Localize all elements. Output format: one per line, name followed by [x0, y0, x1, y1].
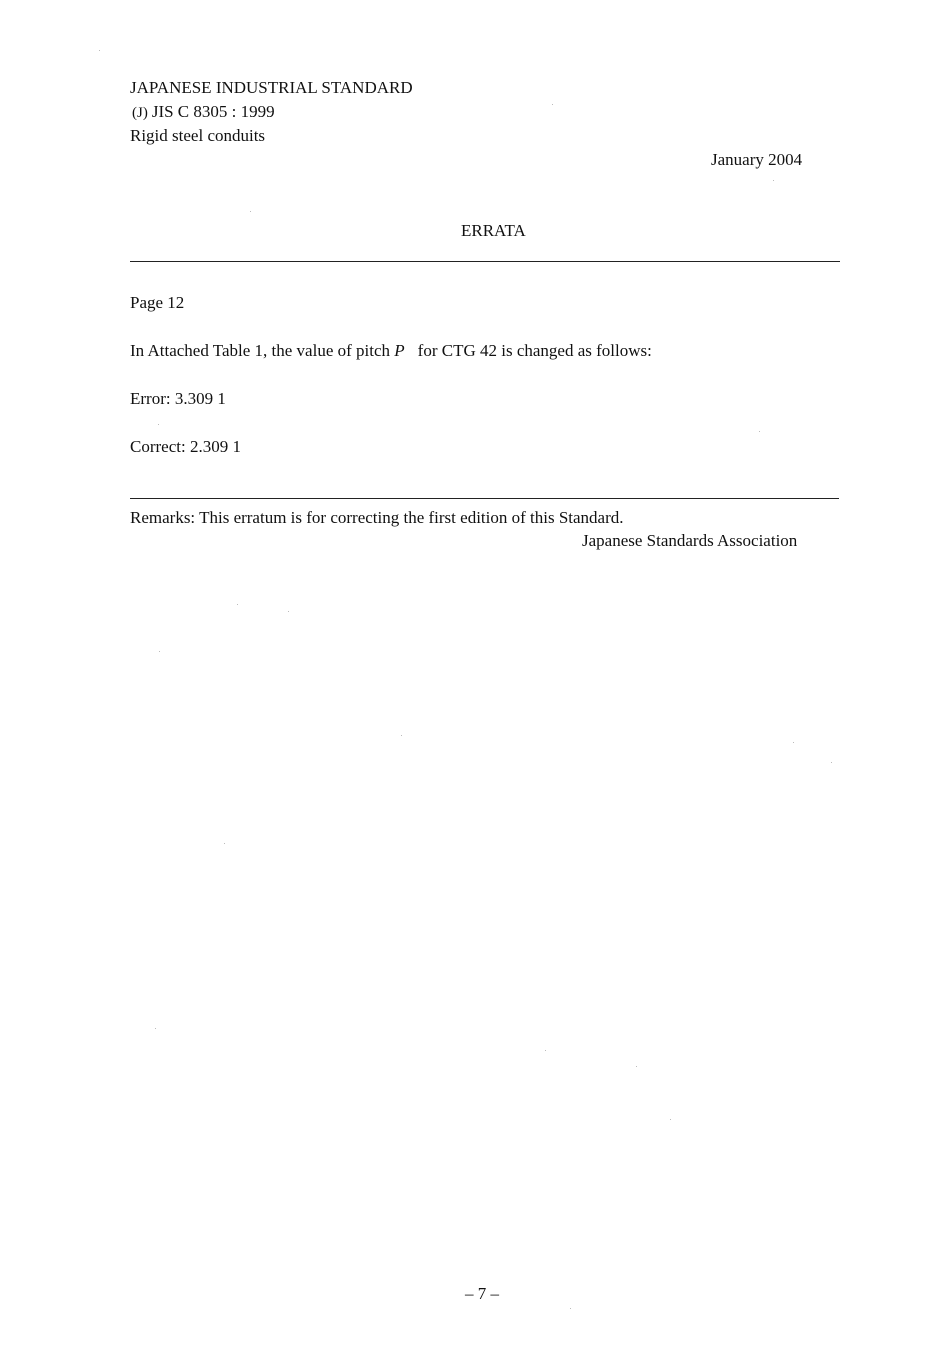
jis-mark-icon: (J)	[132, 105, 148, 121]
scan-speck	[570, 1308, 571, 1309]
pitch-symbol: P	[394, 341, 405, 360]
scan-speck	[759, 431, 760, 432]
scan-speck	[401, 735, 402, 736]
errata-statement	[130, 342, 652, 359]
error-line: Error: 3.309 1	[130, 389, 226, 408]
document-date: January 2004	[711, 150, 803, 169]
bottom-divider	[130, 498, 839, 499]
scan-speck	[159, 651, 160, 652]
remarks-text: Remarks: This erratum is for correcting the first edition of this Standard.	[130, 508, 624, 527]
scan-speck	[636, 1066, 637, 1067]
scan-speck	[773, 180, 774, 181]
scan-speck	[99, 50, 100, 51]
document-title: Rigid steel conduits	[130, 126, 266, 145]
scan-speck	[237, 604, 238, 605]
errata-heading: ERRATA	[461, 221, 526, 240]
scan-speck	[224, 843, 225, 844]
page-number: – 7 –	[465, 1284, 499, 1303]
standard-number: JIS C 8305 : 1999	[151, 102, 275, 121]
scan-speck	[552, 104, 553, 105]
scan-speck	[250, 211, 251, 212]
association-name: Japanese Standards Association	[582, 531, 798, 550]
standard-id-line	[132, 103, 275, 121]
correct-line: Correct: 2.309 1	[130, 437, 241, 456]
scan-speck	[793, 742, 794, 743]
scan-speck	[670, 1119, 671, 1120]
scan-speck	[288, 611, 289, 612]
top-divider	[130, 261, 840, 262]
scan-speck	[158, 424, 159, 425]
scan-speck	[831, 762, 832, 763]
statement-text-after: for CTG 42 is changed as follows:	[417, 341, 652, 360]
org-line: JAPANESE INDUSTRIAL STANDARD	[130, 78, 413, 97]
page-reference: Page 12	[130, 293, 185, 312]
statement-text-before: In Attached Table 1, the value of pitch	[130, 341, 395, 360]
scan-speck	[545, 1050, 546, 1051]
scan-speck	[155, 1028, 156, 1029]
